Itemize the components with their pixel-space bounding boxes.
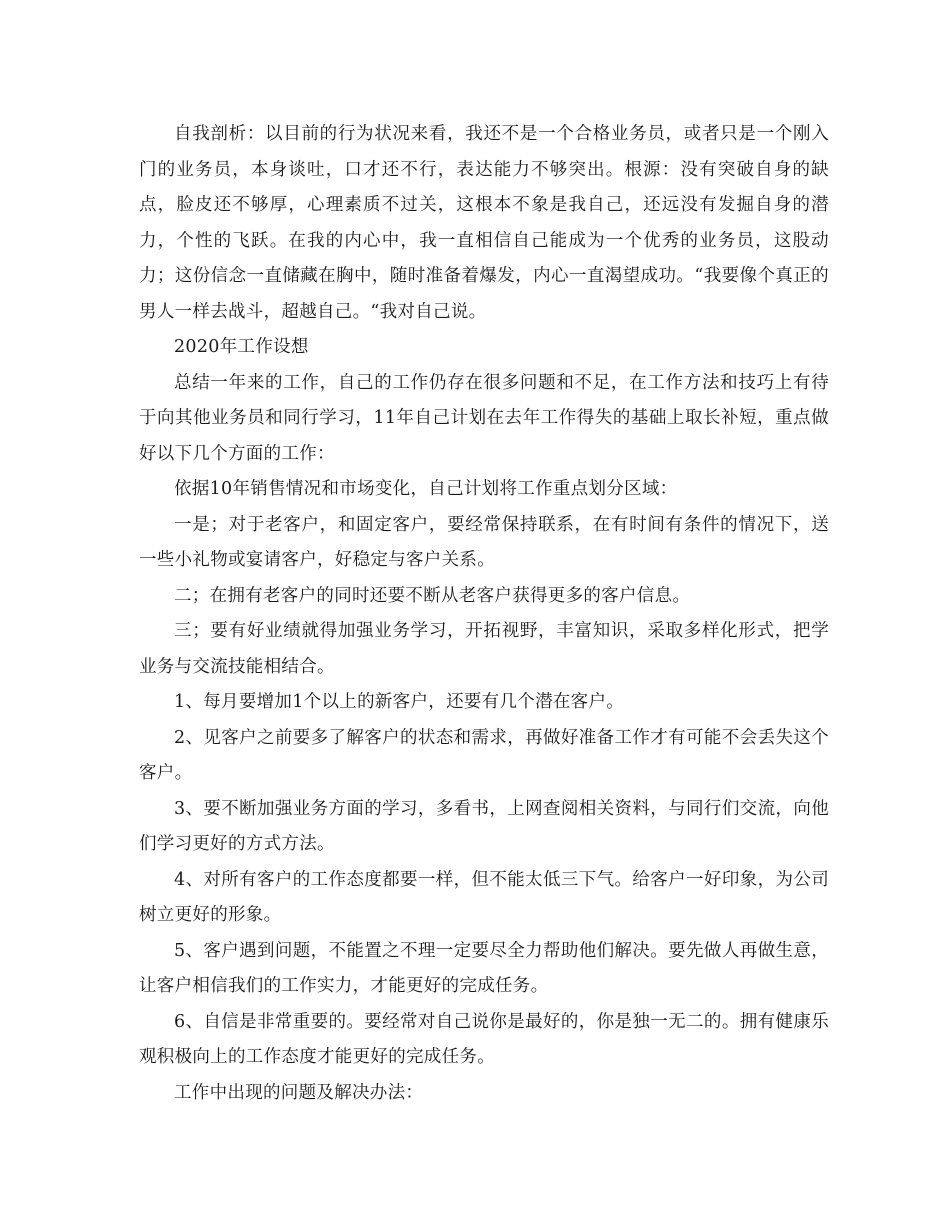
paragraph-point-one: 一是；对于老客户，和固定客户，要经常保持联系，在有时间有条件的情况下，送一些小礼物或宴请客户，好稳定与客户关系。 [139,514,829,570]
paragraph-self-analysis: 自我剖析：以目前的行为状况来看，我还不是一个合格业务员，或者只是一个刚入门的业务员，本身谈吐，口才还不行，表达能力不够突出。根源：没有突破自身的缺点，脸皮还不够厚，心理素质不过关，这根本不象是我自己，还远没有发掘自身的潜力，个性的飞跃。在我的内心中，我一直相信自己能成为一个优秀的业务员，这股动力；这份信念一直储藏在胸中，随时准备着爆发，内心一直渴望成功。“我要像个真正的男人一样去战斗，超越自己。“我对自己说。 [139,124,829,322]
paragraph-point-three: 三；要有好业绩就得加强业务学习，开拓视野，丰富知识，采取多样化形式，把学业务与交流技能相结合。 [139,621,829,677]
list-item-4: 4、对所有客户的工作态度都要一样，但不能太低三下气。给客户一好印象，为公司树立更好的形象。 [139,869,829,925]
list-item-6: 6、自信是非常重要的。要经常对自己说你是最好的，你是独一无二的。拥有健康乐观积极向上的工作态度才能更好的完成任务。 [139,1011,829,1067]
list-item-3: 3、要不断加强业务方面的学习，多看书，上网查阅相关资料，与同行们交流，向他们学习更好的方式方法。 [139,798,829,854]
list-item-1: 1、每月要增加1个以上的新客户，还要有几个潜在客户。 [174,692,625,712]
paragraph-regional-plan: 依据10年销售情况和市场变化，自己计划将工作重点划分区域： [174,479,678,499]
heading-2020-work-plan: 2020年工作设想 [174,337,309,357]
list-item-5: 5、客户遇到问题，不能置之不理一定要尽全力帮助他们解决。要先做人再做生意，让客户相信我们的工作实力，才能更好的完成任务。 [139,940,829,996]
document-body [139,117,829,1111]
heading-problems-solutions: 工作中出现的问题及解决办法： [174,1082,424,1103]
paragraph-point-two: 二；在拥有老客户的同时还要不断从老客户获得更多的客户信息。 [174,585,691,606]
list-item-2: 2、见客户之前要多了解客户的状态和需求，再做好准备工作才有可能不会丢失这个客户。 [139,727,829,783]
paragraph-annual-summary: 总结一年来的工作，自己的工作仍存在很多问题和不足，在工作方法和技巧上有待于向其他业务员和同行学习，11年自己计划在去年工作得失的基础上取长补短，重点做好以下几个方面的工作： [139,372,829,464]
